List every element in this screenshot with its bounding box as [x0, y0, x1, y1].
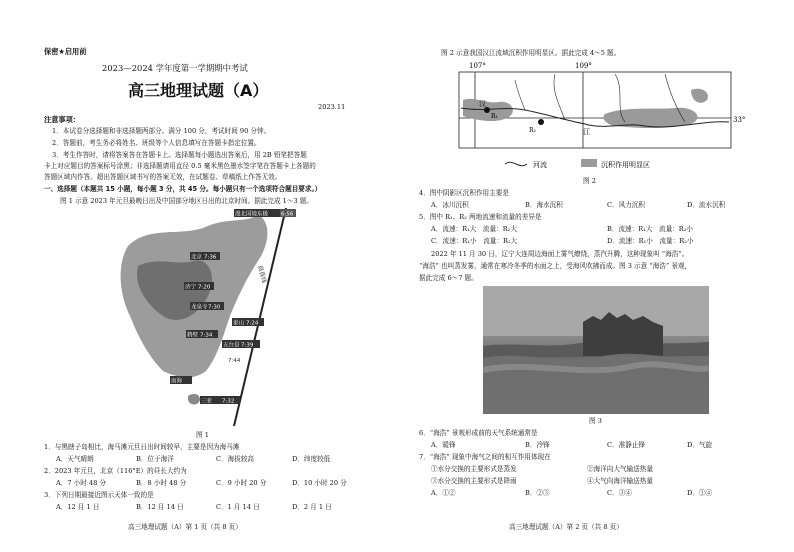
- label-hebi: 鹤壁: [187, 332, 199, 339]
- question-7: 7．“海浩” 现象中海气之间的相互作用体现在: [419, 453, 551, 461]
- q7-item-3: ③水分交换的主要形式是降雨: [431, 477, 517, 485]
- figure-2-map: [455, 60, 755, 176]
- q5-option-a[interactable]: A．流速：R₁大 流量：R₂大: [431, 225, 517, 233]
- label-mobei: 漠北国境东极: [235, 211, 269, 218]
- question-5: 5．图中 R₁、R₂ 两地流速和流量的差异是: [419, 213, 542, 221]
- q7-option-d[interactable]: D．①④: [687, 489, 713, 497]
- exam-title: 2023—2024 学年度第一学期期中考试: [102, 63, 248, 73]
- note-4: 卡上对应题目的答案标号涂黑；非选择题请用直径 0.5 毫米黑色墨水签字笔在答题卡上各题的: [44, 162, 316, 170]
- q1-option-d[interactable]: D．纬度较低: [292, 455, 331, 463]
- q5-option-b[interactable]: B．流速：R₁大 流量：R₂小: [607, 225, 693, 233]
- q7-item-2: ②海洋向大气输送热量: [587, 465, 653, 473]
- q3-option-a[interactable]: A．12 月 1 日: [56, 503, 100, 511]
- right-page: [397, 0, 794, 552]
- time-hebi: 7:34: [200, 332, 213, 339]
- label-jining: 济宁: [185, 284, 197, 291]
- fig1-intro: 图 1 示意 2023 年元旦最晚日出及中国部分地区日出的北京时间。据此完成 1～3 题。: [60, 197, 313, 205]
- q7-item-4: ④大气向海洋输送热量: [587, 477, 653, 485]
- label-r1: R₁: [491, 113, 498, 120]
- question-3: 3．下列日期最接近图示天体一致的是: [44, 491, 154, 499]
- passage-line-3: 据此完成 6～7 题。: [419, 274, 478, 282]
- q7-option-c[interactable]: C．③④: [607, 489, 632, 497]
- paper-title: 高三地理试题（A）: [128, 81, 269, 100]
- q1-option-c[interactable]: C．海拔较高: [216, 455, 255, 463]
- right-footer: 高三地理试题（A）第 2 页（共 8 页）: [509, 523, 623, 531]
- note-1: 1．本试卷分选择题和非选择题两部分。满分 100 分，考试时间 90 分钟。: [52, 127, 271, 135]
- note-3: 3．考生作答时，请将答案答在答题卡上。选择题每小题选出答案后，用 2B 铅笔把答题: [52, 151, 307, 159]
- time-sanya: 7:32: [222, 398, 235, 405]
- label-r2: R₂: [529, 127, 536, 134]
- q2-option-b[interactable]: B．8 小时 48 分: [136, 479, 187, 487]
- hainan-island: [188, 394, 200, 405]
- time-jining: 7:20: [198, 284, 211, 291]
- q6-option-a[interactable]: A．暖锋: [431, 441, 456, 449]
- q7-item-1: ①水分交换的主要形式是蒸发: [431, 465, 517, 473]
- q4-option-b[interactable]: B．海水沉积: [525, 201, 563, 209]
- time-nanhai: 7:44: [228, 358, 241, 364]
- q6-option-c[interactable]: C．准静止锋: [607, 441, 646, 449]
- q6-option-d[interactable]: D．气旋: [687, 441, 713, 449]
- lat-33: 33°: [733, 116, 746, 124]
- figure-1-map: [108, 206, 298, 434]
- fig2-caption: 图 2: [583, 177, 596, 185]
- q3-option-b[interactable]: B．12 月 14 日: [136, 503, 184, 511]
- fig1-caption: 图 1: [196, 431, 209, 439]
- q7-option-b[interactable]: B．②③: [525, 489, 550, 497]
- note-5: 答题区域内作答。超出答题区域书写的答案无效，在试题卷、草稿纸上作答无效。: [44, 173, 282, 181]
- q5-option-c[interactable]: C．流速：R₁小 流量：R₂大: [431, 237, 518, 245]
- time-taishan: 7:24: [246, 320, 259, 327]
- time-longquan: 7:30: [208, 304, 221, 311]
- time-beijing: 7:36: [204, 254, 217, 261]
- exam-date: 2023.11: [318, 103, 346, 111]
- q2-option-d[interactable]: D．10 小时 20 分: [292, 479, 347, 487]
- passage-line-2: “海浩” 也叫蒸发雾，通常在寒冷冬季的水面之上，受海风吹拂而成。图 3 示意 “海浩” 景观，: [419, 262, 692, 270]
- label-taishan: 泰山: [233, 320, 245, 327]
- q4-option-a[interactable]: A．冰川沉积: [431, 201, 469, 209]
- legend-sediment-icon: [581, 159, 597, 167]
- label-terminator: 晨昏线: [256, 264, 268, 284]
- label-beijing: 北京: [191, 254, 203, 261]
- q5-option-d[interactable]: D．流速：R₁小 流量：R₂小: [607, 237, 694, 245]
- note-2: 2．答题前，考生务必将姓名、班级等个人信息填写在答题卡指定位置。: [52, 139, 261, 147]
- q6-option-b[interactable]: B．冷锋: [525, 441, 550, 449]
- label-nanhai: 南海: [171, 378, 183, 385]
- label-jiang: 江: [583, 128, 590, 136]
- legend-river-icon: [505, 162, 527, 165]
- lon-109: 109°: [575, 62, 592, 70]
- question-6: 6．“海浩” 景观形成前的天气系统通常是: [419, 429, 538, 437]
- time-mobei: 6:56: [281, 211, 294, 218]
- q4-option-c[interactable]: C．风力沉积: [607, 201, 646, 209]
- question-4: 4．图中阴影区沉积作用主要是: [419, 189, 509, 197]
- label-wutai: 五台县: [223, 342, 240, 349]
- label-han: 汉: [479, 100, 486, 108]
- figure-3-photo: [483, 286, 709, 414]
- legend-river: 河流: [533, 161, 547, 169]
- fig3-caption: 图 3: [589, 417, 602, 425]
- time-wutai: 7:39: [241, 342, 254, 349]
- section-1-heading: 一、选择题（本题共 15 小题，每小题 3 分，共 45 分。每小题只有一个选项符合题目要求。）: [44, 185, 322, 193]
- legend-sediment: 沉积作用明显区: [601, 161, 650, 169]
- question-2: 2．2023 年元旦，北京（116°E）的昼长大约为: [44, 467, 187, 475]
- label-sanya: 三亚: [201, 398, 213, 405]
- q1-option-a[interactable]: A．天气晴朗: [56, 455, 94, 463]
- question-1: 1．与黑瞎子岛相比，海马滩元旦日出时间较早，主要是因为海马滩: [44, 443, 240, 451]
- q2-option-c[interactable]: C．9 小时 20 分: [216, 479, 267, 487]
- lon-107: 107°: [469, 62, 486, 70]
- q2-option-a[interactable]: A．7 小时 48 分: [56, 479, 107, 487]
- q4-option-d[interactable]: D．流水沉积: [687, 201, 726, 209]
- q3-option-d[interactable]: D．2 月 1 日: [292, 503, 332, 511]
- left-footer: 高三地理试题（A）第 1 页（共 8 页）: [128, 523, 242, 531]
- q1-option-b[interactable]: B．位于海洋: [136, 455, 174, 463]
- passage-line-1: 2022 年 11 月 30 日，辽宁大连周边海面上雾气缭绕，蒸汽升腾，这种现象叫 “海浩”。: [431, 250, 689, 258]
- q7-option-a[interactable]: A．①②: [431, 489, 456, 497]
- notice-heading: 注意事项：: [44, 115, 80, 124]
- q3-option-c[interactable]: C．1 月 14 日: [216, 503, 260, 511]
- label-longquan: 龙泉寺: [191, 304, 208, 311]
- secret-label: 保密★启用前: [44, 47, 87, 56]
- fig2-intro: 图 2 示意我国汉江流域沉积作用明显区。据此完成 4～5 题。: [441, 49, 621, 57]
